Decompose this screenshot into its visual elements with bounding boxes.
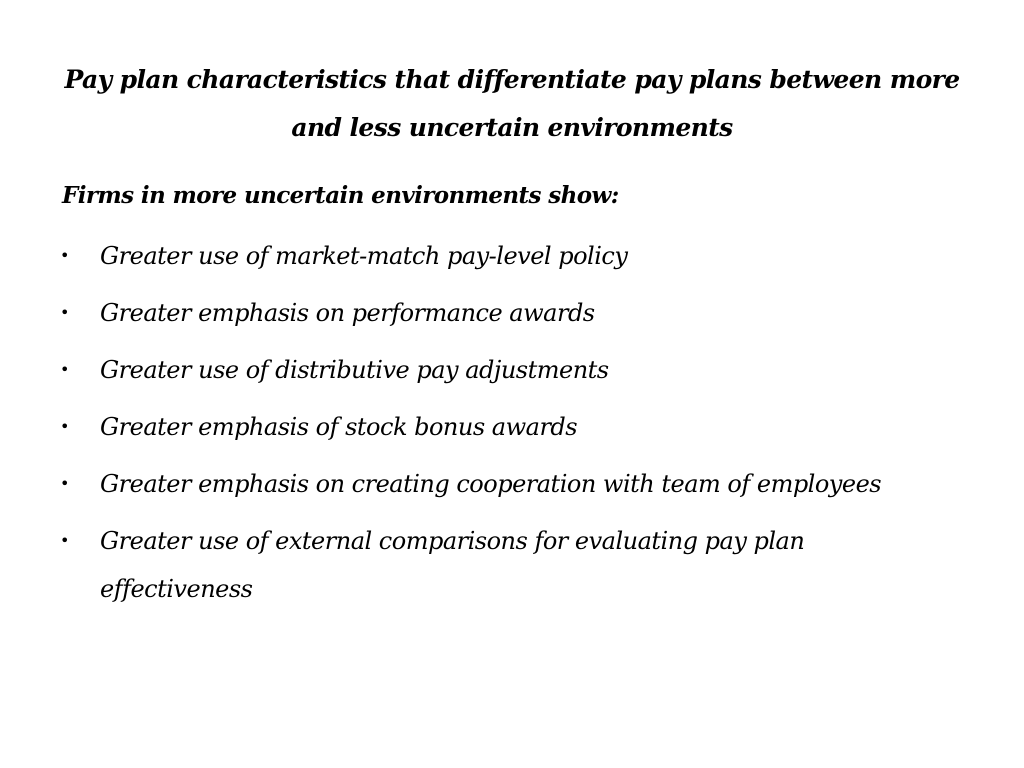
bullet-icon: •: [60, 246, 69, 265]
bullet-icon: •: [60, 303, 69, 322]
bullet-text: Greater emphasis of stock bonus awards: [100, 413, 578, 441]
bullet-item: [60, 460, 960, 508]
body-heading: Firms in more uncertain environments show:: [62, 182, 619, 209]
bullet-text: Greater emphasis on creating cooperation with team of employees: [100, 470, 882, 498]
bullet-item: [60, 403, 960, 451]
bullet-text: Greater use of external comparisons for evaluating pay plan effectiveness: [100, 527, 805, 603]
bullet-item: [60, 346, 960, 394]
bullet-text: Greater use of distributive pay adjustments: [100, 356, 609, 384]
bullet-item: [60, 517, 960, 613]
bullet-item: [60, 232, 960, 280]
bullet-item: [60, 289, 960, 337]
bullet-text: Greater emphasis on performance awards: [100, 299, 595, 327]
bullet-list: [60, 232, 960, 622]
slide-title: Pay plan characteristics that differentiate pay plans between more and less uncertain environments: [64, 65, 960, 142]
bullet-icon: •: [60, 531, 69, 550]
bullet-text: Greater use of market-match pay-level policy: [100, 242, 628, 270]
bullet-icon: •: [60, 417, 69, 436]
bullet-icon: •: [60, 474, 69, 493]
bullet-icon: •: [60, 360, 69, 379]
